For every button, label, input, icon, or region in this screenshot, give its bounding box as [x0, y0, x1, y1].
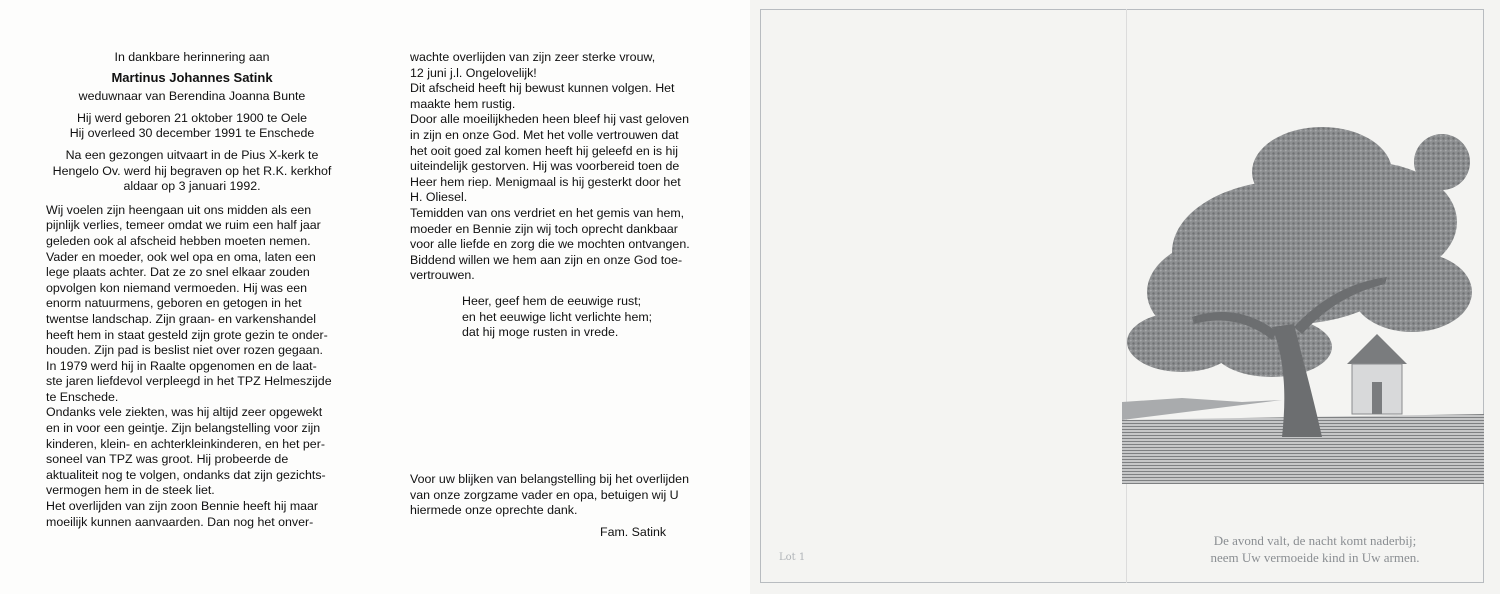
body-line: Heer hem riep. Menigmaal is hij gesterkt door het [410, 174, 681, 189]
tree-chapel-illustration [1122, 102, 1484, 522]
body-line: aktualiteit nog te volgen, ondanks dat zijn gezichts- [46, 467, 326, 482]
body-line: lege plaats achter. Dat ze zo snel elkaar zouden [46, 265, 310, 280]
funeral-block [46, 148, 338, 195]
body-line: moeilijk kunnen aanvaarden. Dan nog het onver- [46, 514, 314, 529]
poem-verse [1150, 532, 1480, 566]
body-line: vermogen hem in de steek liet. [46, 483, 215, 498]
chapel [1347, 334, 1407, 414]
body-line: wachte overlijden van zijn zeer sterke vrouw, [410, 50, 656, 64]
prayer-line: Heer, geef hem de eeuwige rust; [462, 293, 642, 308]
body-line: Vader en moeder, ook wel opa en oma, laten een [46, 249, 316, 264]
text-column-left [46, 50, 338, 530]
funeral-line: Hengelo Ov. werd hij begraven op het R.K. kerkhof [52, 163, 332, 178]
body-line: kinderen, klein- en achterkleinkinderen, en het per- [46, 436, 325, 451]
body-line: Het overlijden van zijn zoon Bennie heeft hij maar [46, 499, 319, 514]
body-line: opvolgen kon niemand vermoeden. Hij was een [46, 280, 308, 295]
body-text-left [46, 203, 338, 530]
body-line: moeder en Bennie zijn wij toch oprecht dankbaar [410, 221, 678, 236]
body-line: heeft hem in staat gesteld zijn grote gezin te onder- [46, 327, 328, 342]
body-line: Ondanks vele ziekten, was hij altijd zeer opgewekt [46, 405, 323, 420]
poem-line: neem Uw vermoeide kind in Uw armen. [1210, 550, 1420, 565]
tree-canopy [1127, 127, 1472, 377]
body-line: Biddend willen we hem aan zijn en onze God toe- [410, 252, 683, 267]
body-line: Wij voelen zijn heengaan uit ons midden als een [46, 202, 312, 217]
lot-label: Lot 1 [779, 552, 806, 563]
body-line: enorm natuurmens, geboren en getogen in het [46, 296, 302, 311]
intro-line: In dankbare herinnering aan [114, 50, 270, 64]
body-line: twentse landschap. Zijn graan- en varkenshandel [46, 311, 317, 326]
body-line: In 1979 werd hij in Raalte opgenomen en de laat- [46, 358, 317, 373]
funeral-line: Na een gezongen uitvaart in de Pius X-kerk te [65, 147, 319, 162]
thanks-line: hiermede onze oprechte dank. [410, 503, 578, 518]
prayer-line: en het eeuwige licht verlichte hem; [462, 309, 653, 324]
body-line: maakte hem rustig. [410, 96, 516, 111]
family-signature: Fam. Satink [600, 525, 667, 539]
birth-line: Hij werd geboren 21 oktober 1900 te Oele [76, 110, 308, 125]
body-line: vertrouwen. [410, 268, 475, 283]
body-line: geleden ook al afscheid hebben moeten nemen. [46, 233, 311, 248]
widower-line: weduwnaar van Berendina Joanna Bunte [78, 89, 306, 104]
body-line: pijnlijk verlies, temeer omdat we ruim een half jaar [46, 218, 321, 233]
body-line: H. Oliesel. [410, 190, 468, 205]
body-line: uiteindelijk gestorven. Hij was voorbereid toen de [410, 159, 680, 174]
body-line: Temidden van ons verdriet en het gemis van hem, [410, 205, 685, 220]
text-column-right [410, 50, 700, 341]
body-line: houden. Zijn pad is beslist niet over rozen gegaan. [46, 343, 323, 358]
poem-line: De avond valt, de nacht komt naderbij; [1213, 533, 1417, 548]
thanks-line: Voor uw blijken van belangstelling bij het overlijden [410, 472, 689, 486]
body-line: ste jaren liefdevol verpleegd in het TPZ Helmeszijde [46, 374, 332, 389]
prayer-verse [462, 294, 700, 341]
thanks-line: van onze zorgzame vader en opa, betuigen wij U [410, 487, 679, 502]
prayer-line: dat hij moge rusten in vrede. [462, 325, 619, 340]
body-line: soneel van TPZ was groot. Hij probeerde de [46, 452, 289, 467]
body-line: 12 juni j.l. Ongelovelijk! [410, 65, 537, 80]
funeral-line: aldaar op 3 januari 1992. [123, 179, 261, 194]
body-line: Dit afscheid heeft hij bewust kunnen volgen. Het [410, 81, 675, 96]
body-line: te Enschede. [46, 389, 119, 404]
death-line: Hij overleed 30 december 1991 te Enschede [69, 126, 315, 141]
body-line: het ooit goed zal komen heeft hij geleefd en is hij [410, 143, 678, 158]
thanks-block [410, 472, 700, 519]
body-line: en in voor een geintje. Zijn belangstelling voor zijn [46, 421, 321, 436]
body-line: voor alle liefde en zorg die we mochten ontvangen. [410, 237, 690, 252]
body-line: Door alle moeilijkheden heen bleef hij vast geloven [410, 112, 689, 127]
body-line: in zijn en onze God. Met het volle vertrouwen dat [410, 127, 679, 142]
body-text-right [410, 50, 700, 284]
deceased-name: Martinus Johannes Satink [111, 69, 273, 85]
